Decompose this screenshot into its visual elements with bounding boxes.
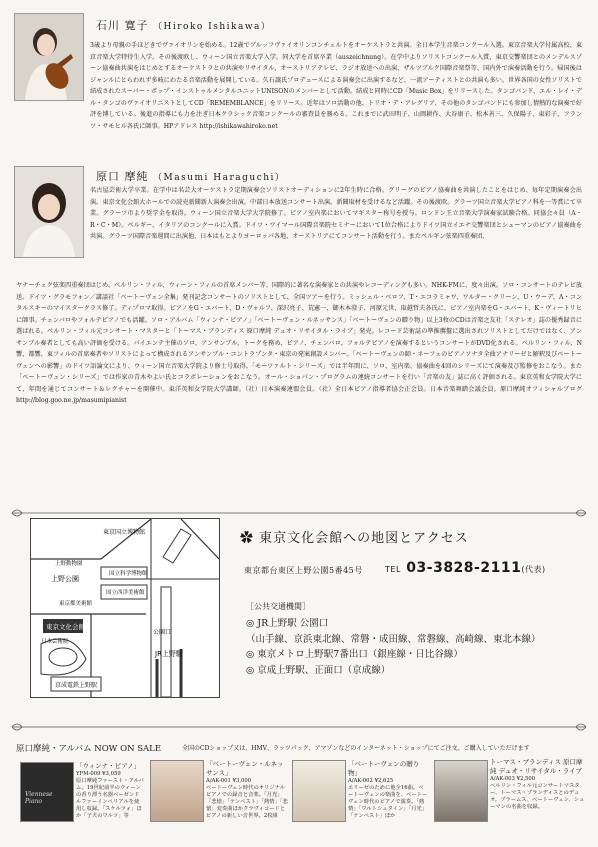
map-label-museum-west: 国立西洋美術館 bbox=[106, 590, 145, 596]
map-label-koen-exit: 公園口 bbox=[153, 629, 172, 636]
album-desc: 原口摩純ファースト・アルバム。19世紀前半のウィーンの香り漂う名器ベーゼンドルファーインペリアルを使用し収録。「スケルツォ」ほか「子犬のワルツ」等 bbox=[76, 778, 144, 819]
artist1-bio: 3歳より母親の手ほどきでヴァイオリンを始める。12歳でブルッフヴァイオリンコンチェルトをオーケストラと共演。全日本学生音楽コンクール入選。東京音楽大学付属高校、東京音楽大学特待生入学。その後渡欧し、ウィーン国立音楽大学入学。同大学を首席卒業（auszeichnung）。在学中よりソリストコンクール入賞、東京交響楽団とのメンデルスゾーン協奏曲共演をはじめとするオーケストラとの共演やリサイタル、オーストリアテレビ、ラジオ放送への出演、ザルツブルク国際音楽祭等、国内外で演奏活動を行う。帰国後はジャンルにとらわれず多岐にわたる音楽活動を展開している。久石譲氏プロデュースによる演奏会に出演するなど、一流アーティストとの共演も多い。世界各国の女性ソリストで結成されたスーパー・ポップ・インストゥルメンタルユニットUNISONのメンバーとして活動。結成と同時にCD「Music Box」をリリースした。タンゴバンド、エル・レイ・デル・タンゴのヴァイオリニストとしてCD「REMEMBLANCE」をリリース。近年はソロ活動の他、トリオ・デ・アレグリア、その他のタンゴバンドにも参加し情熱的な演奏で好評を博している。後進の指導にも力を注ぎ日本クラシック音楽コンクールの審査員を務める。これまでに武田明子、山岡耕作、大谷康子、松本善三、久保陽子、東彩子、フランツ・サモヒル各氏に師事。HPアドレス http://ishikawahiroko.net bbox=[90, 42, 582, 130]
artist1-photo bbox=[14, 13, 84, 101]
tel-label: TEL bbox=[385, 565, 401, 574]
map-label-jr-ueno: JR上野駅 bbox=[155, 650, 183, 658]
tel-number: 03-3828-2111 bbox=[406, 560, 522, 576]
pianist-image bbox=[15, 167, 83, 257]
ornament-icon: ✿ bbox=[240, 531, 260, 546]
map-label-museum-nat: 東京国立博物館 bbox=[103, 529, 146, 536]
access-title: ✿ 東京文化会館への地図とアクセス bbox=[240, 531, 469, 546]
venue-address: 東京都台東区上野公園5番45号 bbox=[244, 566, 363, 575]
transit-line: ◎ 京成上野駅、正面口（京成線） bbox=[246, 664, 391, 676]
map-label-japan-art: 日本芸術院 bbox=[41, 639, 69, 645]
map-label-museum-sci: 国立科学博物館 bbox=[109, 571, 148, 577]
album-desc: ベルリン・フィル元コンサートマスター、トーマス・ブランディスとのデュオ。ブラームス、ベートーヴェン、シューマンの名曲を収録。 bbox=[490, 783, 585, 810]
map-label-ueno-park: 上野公園 bbox=[51, 575, 79, 583]
albums-note: 全国のCDショップ又は、HMV、ラッツパック、アマゾンなどのインターネット・ショップにてご注文、ご購入していただけます bbox=[182, 745, 530, 752]
artist2-name-roman: （Masumi Haraguchi） bbox=[153, 173, 286, 183]
artist2-photo bbox=[14, 166, 84, 258]
album-desc: エリーゼのために他全16曲。ベートーヴェンの楽曲を、ベートーヴェン時代のピアノで演奏。「熱情」「ワルトシュタイン」「月光」「テンペスト」ほか bbox=[348, 785, 428, 819]
album-desc: ベートーヴェン時代のオリジナルピアノでの録音と音楽。「月光」「悲愴」「テンペスト」「熱情」「悲愴」変奏曲ほかクラヴィコードとピアノの新しい音世界。2枚組 bbox=[206, 785, 288, 819]
album-info bbox=[206, 760, 290, 820]
violinist-image bbox=[15, 14, 83, 100]
access-map bbox=[30, 518, 220, 698]
artist2-name: 原口 摩純 bbox=[96, 170, 149, 183]
artist2-bio-part2: ヤナーチェク弦楽四重奏団はじめ、ベルリン・フィル、ウィーン・フィルの首席メンバー等、国際的に著名な演奏家との共演やレコーディングも多い。NHK-FMに、度々出演。ソロ・コンサートのテレビ放送。ドイツ・グラモフォン／講談社「ベートーヴェン全集」発刊記念コンサートのソリストとして、全国ツアーを行う。ミッシェル・ベロフ、T・エコラミャワ、ワルター・クリーン、U・ウーデ、A・コンタルスキーのマイスタークラス修了。ディプロマ取得。ピアノをG・エバート、D・ヴォルフ、深沢亮子、荒憲一、御木本澄子、河原元世、取越哲夫各氏に、ピアノ室内楽をG・エバート、K・ヴィートリヒに師事。チェンバロやフォルテピアノでも活躍。ソロ・アルバム「ウィンナ・ピアノ」「ベートーヴェン・ルネッサンス」「ベートーヴェンの贈り物」以上3枚のCDは音楽之友社「ステレオ」誌の優秀録音に選ばれる。ペルリン・フィル元コンサート・マスターと「トーマス・ブランディス 原口摩純 デュオ・リサイタル・ライブ」発売。レコード芸術誌の準推薦盤に選出されソリストとしてだけではなく、アンサンブル奏者としても高い評価を受ける。パイエンテ主催のソロ、アンサンブル、トークを務め、ピアノ、チェンバロ、フォルテピアノを演奏するというコンサートがDVD化される。ベルリン・フィル、N響、都響、東フィルの首席奏者やソリストによって構成されるアンサンブル・コントラプンタ・東京の発案創設メンバー。「ベートーヴェンの師・ネーフェのピアノソナタ全曲アナリーゼと解釈及びベートーヴェンへの影響」のドイツ語論文により、ウィーン国立音楽大学院より修士号取得。「モーツァルト・シリーズ」では半年間に、ソロ、室内楽、協奏曲を4回のシリーズにて演奏及び監修をおこなう。また「ベートーヴェン・シリーズ」では作家の青木やよい氏とコラボレーションをおこなう。オール・ショパン・プログラムの連続コンサートを行い「音楽の友」誌に高く評価される。東京英和女学院大学にて、年間を通じてコンサート＆レクチャーを開催中。東洋英和女学院大学講師。（社）日本演奏連盟会員。（社）全日本ピアノ指導者協会正会員。日本音楽舞踏会議会員。原口摩純オフィシャルブログ http://blog.goo.ne.jp/masumipianist bbox=[16, 282, 582, 405]
map-label-zoo: 上野動物園 bbox=[55, 561, 83, 567]
artist1-name: 石川 寛子 bbox=[96, 19, 149, 32]
transit-list bbox=[246, 616, 541, 678]
transit-line: ◎ JR上野駅 公園口 bbox=[246, 618, 329, 629]
artist2-bio-part1: 名古屋芸術大学卒業。在学中は名芸大オーケストラ定期演奏会ソリストオーディションに2年生時に合格。グリーグのピアノ協奏曲を共演したことをはじめ、毎年定期演奏会出演。東京文化会館大ホールでの読売新聞新人演奏会出演。中部日本放送コンサート出演。新聞取材を受けるなど活躍。その後渡欧。グラーツ国立音楽大学ピアノ科を一等賞にて卒業。グラーツ市より奨学金を取得。ウィーン国立音楽大学大学院修了。ピアノ室内楽においてマギスター称号を授与。ロンドン王立音楽大学演奏家試験合格。同協会々員（A・R・C・M）。ペルギー、イタリアのコンクールに入賞。ドイツ・ワイマール国際音楽院セミナーにおいて1位合格によりドイツ国立イエナ交響楽団とシューマンのピアノ協奏曲を共演。グラーツ国際音楽週間に出演他、日本はもとよりヨーロッパ各地、オーストリアにてコンサート活動を行う。またペルギン弦楽四重奏団、 bbox=[90, 187, 582, 241]
album-info bbox=[490, 758, 586, 811]
album-code: YFM-009 ¥3,059 bbox=[76, 771, 121, 777]
artist1-name-roman: （Hiroko Ishikawa） bbox=[153, 22, 272, 32]
venue-phone bbox=[385, 560, 546, 576]
album-title: 「ベートーヴェン・ルネッサンス」 bbox=[206, 760, 284, 777]
ornamental-divider bbox=[0, 720, 598, 734]
album-cover bbox=[150, 760, 204, 822]
transit-line: ◎ 東京メトロ上野駅7番出口（銀座線・日比谷線） bbox=[246, 649, 463, 660]
album-title: 「ウィンナ・ピアノ」 bbox=[76, 762, 141, 770]
album-cover: Viennese Piano bbox=[20, 762, 74, 822]
album-title: トーマス・ブランディス 原口摩純 デュオ・リサイタル・ライブ bbox=[490, 758, 583, 775]
album-code: A/AK-001 ¥3,000 bbox=[206, 778, 252, 784]
map-label-bunka: 東京文化会館 bbox=[46, 623, 85, 631]
album-code: A/AK-002 ¥2,625 bbox=[348, 778, 394, 784]
album-cover bbox=[434, 760, 488, 822]
transit-heading: ［公共交通機関］ bbox=[246, 602, 310, 611]
tel-note: (代表) bbox=[521, 565, 546, 574]
albums-heading: 原口摩純・アルバム NOW ON SALE bbox=[16, 744, 162, 754]
album-info bbox=[348, 760, 428, 820]
map-label-keisei: 京成電鉄上野駅 bbox=[55, 682, 98, 689]
transit-line: （山手線、京浜東北線、常磐・成田線、常磐線、高崎線、東北本線） bbox=[246, 633, 541, 645]
album-cover bbox=[292, 760, 346, 822]
map-label-art-museum: 東京都美術館 bbox=[59, 601, 93, 607]
album-info bbox=[76, 762, 144, 820]
album-title: 「ベートーヴェンの贈り物」 bbox=[348, 760, 420, 777]
album-code: A/AK-003 ¥2,500 bbox=[490, 776, 536, 782]
